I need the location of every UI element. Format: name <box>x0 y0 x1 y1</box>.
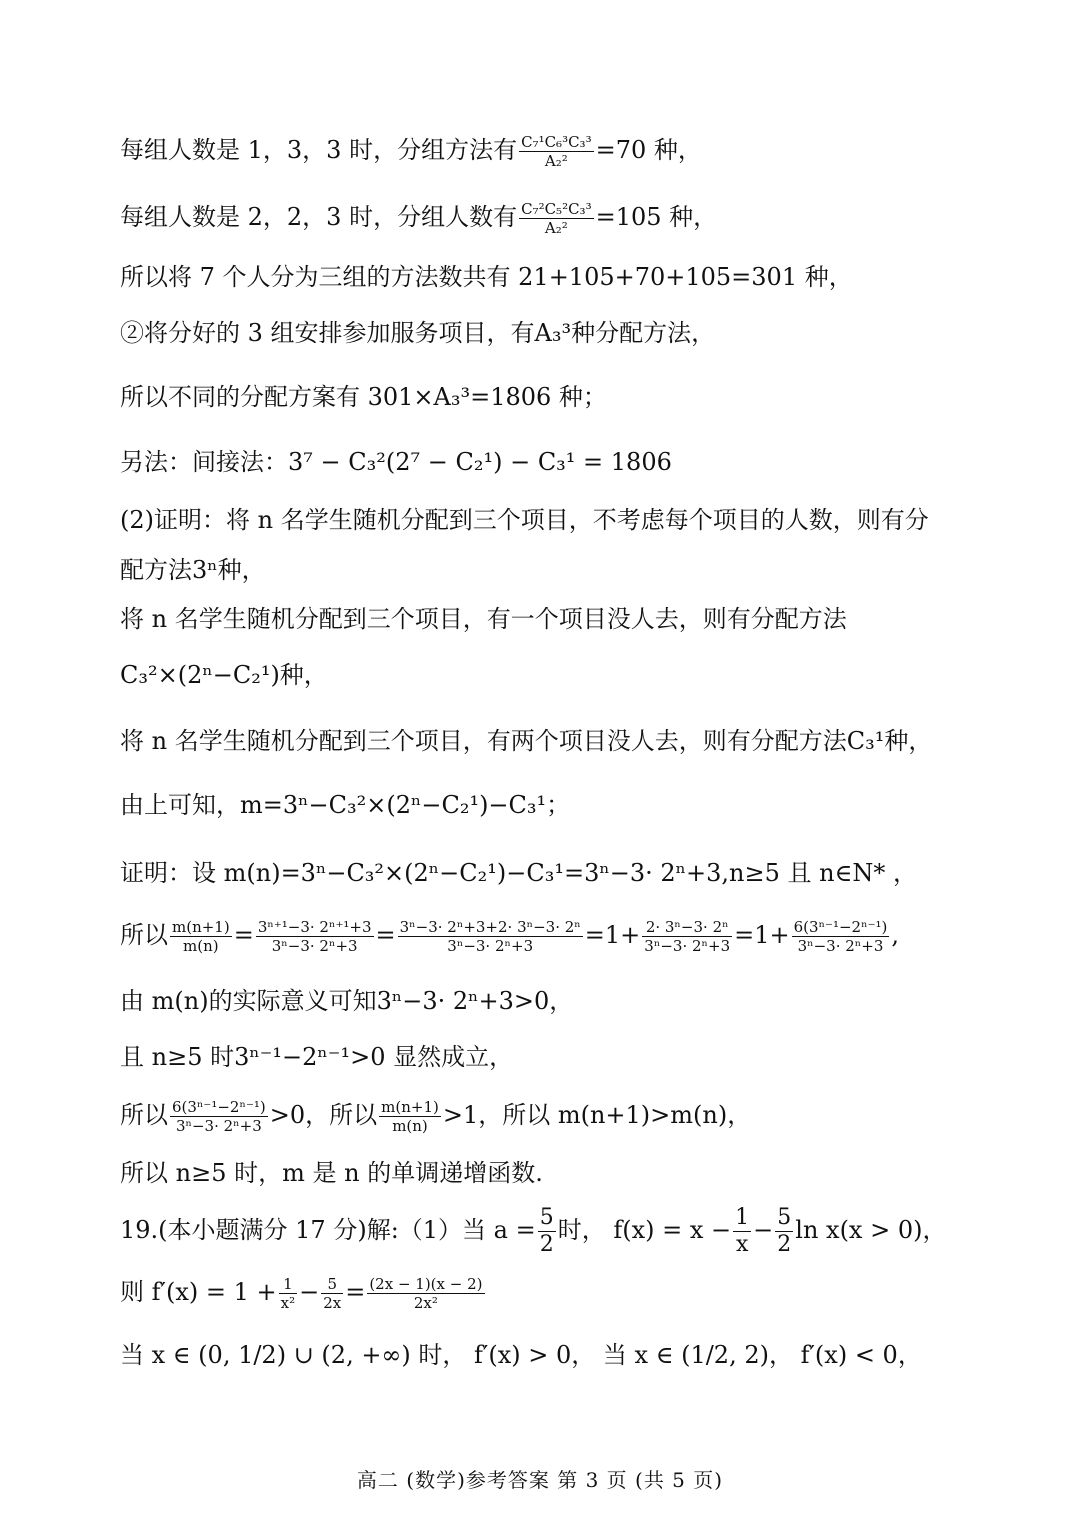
fraction <box>321 1275 343 1312</box>
operator: ln x(x > 0)， <box>795 1216 947 1244</box>
line-suffix: =70 种， <box>595 136 702 164</box>
line-suffix: =105 种， <box>595 203 718 231</box>
operator: 时， f(x) = x − <box>557 1216 732 1244</box>
line-text: ②将分好的 3 组安排参加服务项目，有A₃³种分配方法， <box>120 319 716 347</box>
fraction <box>170 1098 268 1135</box>
line-text: 配方法3ⁿ种， <box>120 556 266 584</box>
fraction-denominator: 3ⁿ−3· 2ⁿ+3 <box>271 937 358 955</box>
fraction-denominator: x <box>735 1232 749 1257</box>
fraction-numerator: C₇¹C₆³C₃³ <box>521 133 592 151</box>
line-prefix: 19.(本小题满分 17 分)解:（1）当 a = <box>120 1216 536 1244</box>
fraction-denominator: 3ⁿ−3· 2ⁿ+3 <box>797 937 884 955</box>
fraction-denominator: 2 <box>777 1232 792 1257</box>
operator: − <box>753 1216 774 1244</box>
text-line <box>120 1275 980 1312</box>
line-text: 所以不同的分配方案有 301×A₃³=1806 种； <box>120 383 607 411</box>
text-line <box>120 1042 980 1072</box>
fraction-denominator: 3ⁿ−3· 2ⁿ+3 <box>644 937 731 955</box>
line-text: 将 n 名学生随机分配到三个项目，有一个项目没人去，则有分配方法 <box>120 605 847 633</box>
fraction-denominator: 2 <box>539 1232 554 1257</box>
fraction <box>792 918 890 955</box>
text-line <box>120 1340 980 1370</box>
fraction <box>642 918 732 955</box>
fraction <box>538 1205 556 1258</box>
fraction-numerator: 6(3ⁿ⁻¹−2ⁿ⁻¹) <box>172 1098 266 1116</box>
fraction-numerator: 1 <box>279 1275 297 1294</box>
text-line <box>120 660 980 690</box>
operator: >0，所以 <box>269 1101 378 1129</box>
fraction-numerator: 3ⁿ⁺¹−3· 2ⁿ⁺¹+3 <box>257 918 372 936</box>
text-line <box>120 986 980 1016</box>
text-line <box>120 318 980 348</box>
fraction <box>256 918 374 955</box>
fraction-numerator: m(n+1) <box>172 918 230 936</box>
fraction <box>398 918 583 955</box>
operator: = <box>375 921 396 949</box>
fraction-denominator: x² <box>280 1294 296 1312</box>
fraction <box>519 133 594 170</box>
line-prefix: 所以 <box>120 921 168 949</box>
text-line <box>120 726 980 756</box>
fraction-denominator: 2x <box>323 1294 342 1312</box>
line-prefix: 所以 <box>120 1101 168 1129</box>
fraction-denominator: 3ⁿ−3· 2ⁿ+3 <box>175 1117 262 1135</box>
text-line <box>120 1158 980 1188</box>
line-text: 由上可知，m=3ⁿ−C₃²×(2ⁿ−C₂¹)−C₃¹； <box>120 791 571 819</box>
line-prefix: 每组人数是 1，3，3 时，分组方法有 <box>120 136 518 164</box>
fraction-denominator: A₂² <box>544 152 568 170</box>
operator: , <box>891 921 900 949</box>
fraction-denominator: 2x² <box>413 1294 438 1312</box>
fraction-numerator: m(n+1) <box>381 1098 439 1116</box>
text-line <box>120 447 980 477</box>
fraction-numerator: 6(3ⁿ⁻¹−2ⁿ⁻¹) <box>793 918 888 936</box>
line-text: 所以将 7 个人分为三组的方法数共有 21+105+70+105=301 种， <box>120 263 853 291</box>
line-text: 且 n≥5 时3ⁿ⁻¹−2ⁿ⁻¹>0 显然成立， <box>120 1043 514 1071</box>
operator: = <box>233 921 254 949</box>
fraction-numerator: 1 <box>735 1205 750 1230</box>
fraction-numerator: 5 <box>539 1205 554 1230</box>
operator: >1，所以 m(n+1)>m(n)， <box>442 1101 752 1129</box>
fraction <box>170 918 232 955</box>
line-text: 另法：间接法：3⁷ − C₃²(2⁷ − C₂¹) − C₃¹ = 1806 <box>120 448 672 476</box>
line-text: 由 m(n)的实际意义可知3ⁿ−3· 2ⁿ+3>0， <box>120 987 574 1015</box>
fraction <box>519 200 594 237</box>
fraction <box>775 1205 793 1258</box>
fraction-numerator: 5 <box>321 1275 343 1294</box>
operator: =1+ <box>584 921 641 949</box>
text-line <box>120 1098 980 1135</box>
text-line <box>120 555 980 585</box>
text-line <box>120 918 980 955</box>
operator: − <box>299 1278 320 1306</box>
line-prefix: 每组人数是 2，2，3 时，分组人数有 <box>120 203 518 231</box>
text-line <box>120 262 980 292</box>
fraction-denominator: 3ⁿ−3· 2ⁿ+3 <box>447 937 534 955</box>
text-line <box>120 133 980 170</box>
operator: =1+ <box>734 921 790 949</box>
line-text: (2)证明：将 n 名学生随机分配到三个项目，不考虑每个项目的人数，则有分 <box>120 506 929 534</box>
fraction-denominator: m(n) <box>183 937 219 955</box>
line-text: 当 x ∈ (0, 1/2) ∪ (2, +∞) 时， f′(x) > 0， 当 x ∈ (1/2, 2)， f′(x) < 0， <box>120 1341 922 1369</box>
fraction <box>379 1098 441 1135</box>
fraction <box>733 1205 751 1258</box>
text-line <box>120 858 980 888</box>
fraction-denominator: A₂² <box>544 219 568 237</box>
fraction-numerator: (2x − 1)(x − 2) <box>369 1275 483 1293</box>
line-prefix: 则 f′(x) = 1 + <box>120 1278 277 1306</box>
text-line <box>120 382 980 412</box>
fraction-numerator: 5 <box>777 1205 792 1230</box>
text-line <box>120 790 980 820</box>
fraction <box>367 1275 484 1312</box>
fraction-denominator: m(n) <box>392 1117 428 1135</box>
fraction-numerator: 3ⁿ−3· 2ⁿ+3+2· 3ⁿ−3· 2ⁿ <box>399 918 581 936</box>
line-text: 所以 n≥5 时，m 是 n 的单调递增函数. <box>120 1159 543 1187</box>
line-text: 证明：设 m(n)=3ⁿ−C₃²×(2ⁿ−C₂¹)−C₃¹=3ⁿ−3· 2ⁿ+3,n≥5 且 n∈N* ， <box>120 859 917 887</box>
fraction-numerator: C₇²C₅²C₃³ <box>521 200 592 218</box>
page-footer: 高二 (数学)参考答案 第 3 页 (共 5 页) <box>356 1468 724 1492</box>
line-text: 将 n 名学生随机分配到三个项目，有两个项目没人去，则有分配方法C₃¹种， <box>120 727 933 755</box>
fraction <box>279 1275 297 1312</box>
text-line <box>120 604 980 634</box>
text-line <box>120 505 980 535</box>
line-text: C₃²×(2ⁿ−C₂¹)种， <box>120 661 328 689</box>
text-line <box>120 1205 980 1258</box>
operator: = <box>345 1278 366 1306</box>
text-line <box>120 200 980 237</box>
fraction-numerator: 2· 3ⁿ−3· 2ⁿ <box>642 918 732 937</box>
